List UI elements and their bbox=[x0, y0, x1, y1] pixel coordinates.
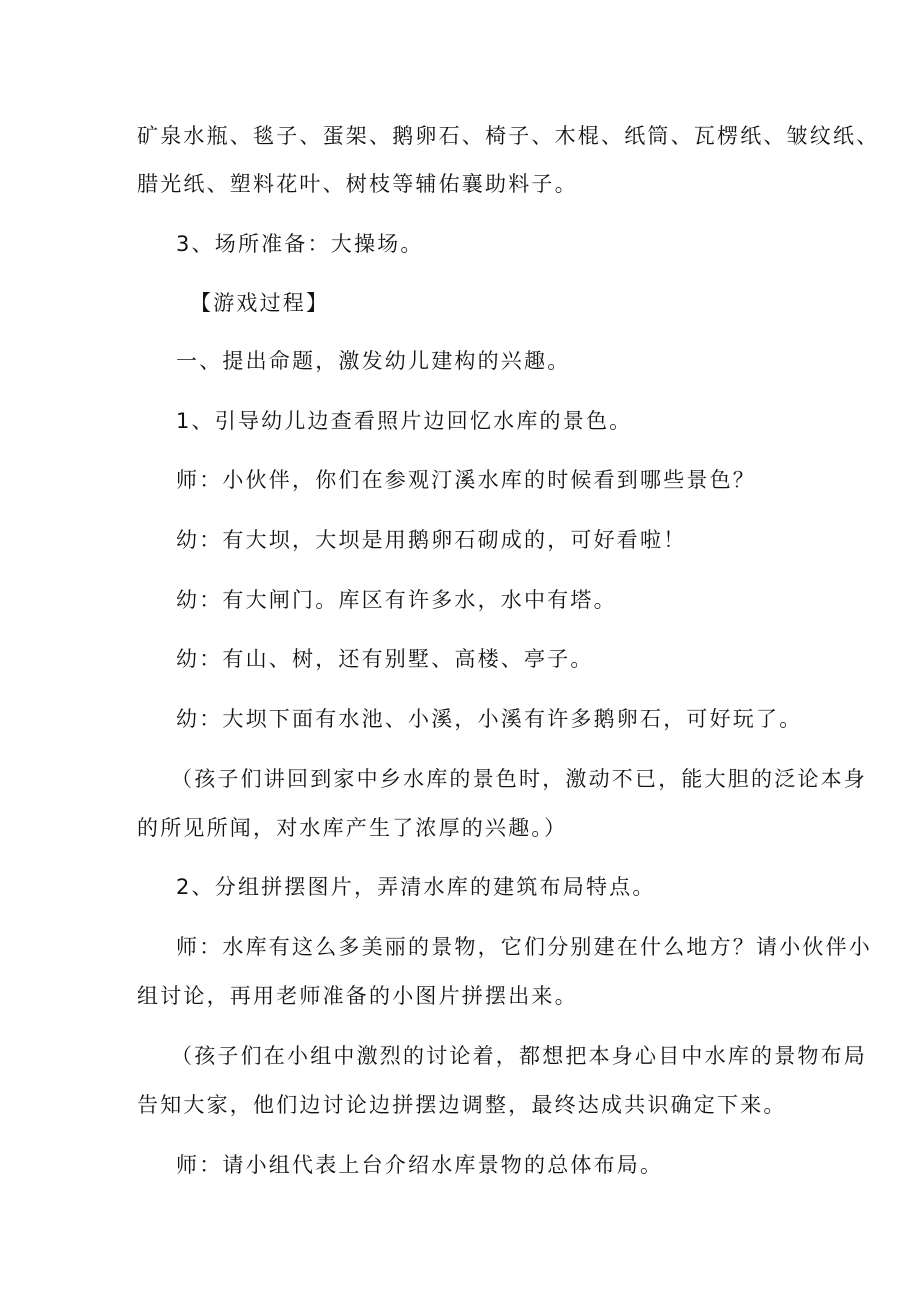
paragraph-line-materials-1: 矿泉水瓶、毯子、蛋架、鹅卵石、椅子、木棍、纸筒、瓦楞纸、皱纹纸、 bbox=[137, 124, 880, 148]
dialogue-line-teacher-2a: 师：水库有这么多美丽的景物，它们分别建在什么地方？请小伙伴小 bbox=[176, 935, 872, 959]
dialogue-line-teacher-1: 师：小伙伴，你们在参观汀溪水库的时候看到哪些景色？ bbox=[176, 468, 756, 492]
paragraph-line-note-2a: （孩子们在小组中激烈的讨论着，都想把本身心目中水库的景物布局 bbox=[171, 1044, 867, 1068]
dialogue-line-child-4: 幼：大坝下面有水池、小溪，小溪有许多鹅卵石，可好玩了。 bbox=[176, 707, 803, 731]
paragraph-line-venue: 3、场所准备：大操场。 bbox=[176, 232, 424, 256]
section-heading-step-one: 一、提出命题，激发幼儿建构的兴趣。 bbox=[176, 349, 571, 373]
dialogue-line-child-3: 幼：有山、树，还有别墅、高楼、亭子。 bbox=[176, 647, 594, 671]
paragraph-line-step-2: 2、分组拼摆图片，弄清水库的建筑布局特点。 bbox=[176, 875, 656, 899]
paragraph-line-note-1a: （孩子们讲回到家中乡水库的景色时，激动不已，能大胆的泛论本身 bbox=[171, 767, 867, 791]
section-heading-game-process: 【游戏过程】 bbox=[190, 291, 330, 315]
dialogue-line-child-2: 幼：有大闸门。库区有许多水，水中有塔。 bbox=[176, 588, 617, 612]
paragraph-line-materials-2: 腊光纸、塑料花叶、树枝等辅佑襄助料子。 bbox=[137, 172, 578, 196]
dialogue-line-teacher-2b: 组讨论，再用老师准备的小图片拼摆出来。 bbox=[137, 984, 578, 1008]
paragraph-line-note-1b: 的所见所闻，对水库产生了浓厚的兴趣。） bbox=[137, 816, 568, 840]
paragraph-line-step-1: 1、引导幼儿边查看照片边回忆水库的景色。 bbox=[176, 409, 633, 433]
dialogue-line-teacher-3: 师：请小组代表上台介绍水库景物的总体布局。 bbox=[176, 1153, 664, 1177]
dialogue-line-child-1: 幼：有大坝，大坝是用鹅卵石砌成的，可好看啦！ bbox=[176, 528, 687, 552]
paragraph-line-note-2b: 告知大家，他们边讨论边拼摆边调整，最终达成共识确定下来。 bbox=[137, 1093, 787, 1117]
